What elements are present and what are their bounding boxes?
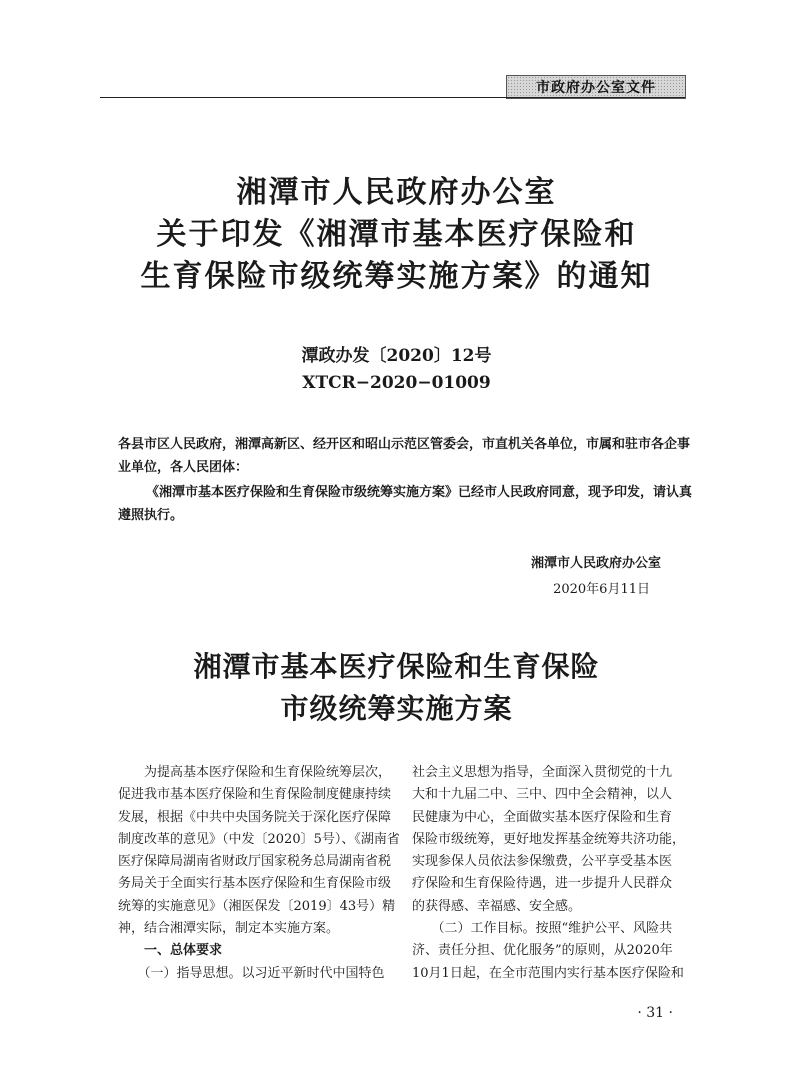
section-header-label: 市政府办公室文件 <box>506 75 686 99</box>
plan-title <box>0 646 793 730</box>
issue-date: 2020年6月11日 <box>553 582 650 597</box>
body-line: 为提高基本医疗保险和生育保险统筹层次， <box>118 765 392 780</box>
body-line: 10月1日起，在全市范围内实行基本医疗保险和 <box>412 965 684 981</box>
body-line: 大和十九届二中、三中、四中全会精神，以人 <box>412 787 673 803</box>
notice-content <box>118 481 693 527</box>
body-line: （二）工作目标。按照“维护公平、风险共 <box>412 921 673 937</box>
body-line: 医疗保障局湖南省财政厅国家税务总局湖南省税 <box>118 854 392 870</box>
left-column <box>118 762 400 985</box>
content-line: 《湘潭市基本医疗保险和生育保险市级统筹实施方案》已经市人民政府同意，现予印发，请认真 <box>146 485 693 500</box>
right-column <box>412 762 695 985</box>
registration-number: XTCR−2020−01009 <box>302 373 491 393</box>
body-line: 社会主义思想为指导，全面深入贯彻党的十九 <box>412 765 673 780</box>
plan-title-line: 市级统筹实施方案 <box>280 692 513 725</box>
body-line: 统筹的实施意见》（湘医保发〔2019〕43号）精 <box>118 898 396 914</box>
plan-title-line: 湘潭市基本医疗保险和生育保险 <box>193 650 600 683</box>
body-line: 济、责任分担、优化服务”的原则，从2020年 <box>412 943 673 959</box>
notice-title <box>0 172 793 298</box>
header-divider <box>100 97 685 98</box>
body-line: 保险市级统筹，更好地发挥基金统筹共济功能， <box>412 831 686 847</box>
doc-number: 潭政办发〔2020〕12号 <box>301 346 492 366</box>
body-line: 的获得感、幸福感、安全感。 <box>412 898 582 914</box>
document-numbers <box>0 343 793 397</box>
body-line: 务局关于全面实行基本医疗保险和生育保险市级 <box>118 876 392 892</box>
body-line: 实现参保人员依法参保缴费，公平享受基本医 <box>412 854 673 870</box>
page-number: · 31 · <box>637 1005 673 1021</box>
body-line: 神，结合湘潭实际，制定本实施方案。 <box>118 921 340 937</box>
body-line: 促进我市基本医疗保险和生育保险制度健康持续 <box>118 787 392 803</box>
notice-title-line: 生育保险市级统筹实施方案》的通知 <box>140 259 653 294</box>
body-line: 民健康为中心，全面做实基本医疗保险和生育 <box>412 809 673 825</box>
notice-title-line: 关于印发《湘潭市基本医疗保险和 <box>156 217 637 252</box>
addressee-line: 各县市区人民政府，湘潭高新区、经开区和昭山示范区管委会，市直机关各单位，市属和驻市各企事 <box>118 437 691 452</box>
content-line: 遵照执行。 <box>118 508 184 523</box>
body-line: 制度改革的意见》（中发〔2020〕5号）、《湖南省 <box>118 831 400 847</box>
section-heading: 一、总体要求 <box>118 943 223 959</box>
addressee-line: 业单位，各人民团体： <box>118 460 249 475</box>
body-line: 疗保险和生育保险待遇，进一步提升人民群众 <box>412 876 673 892</box>
notice-title-line: 湘潭市人民政府办公室 <box>236 175 557 210</box>
signature: 湘潭市人民政府办公室 <box>530 556 661 571</box>
body-line: 发展，根据《中共中央国务院关于深化医疗保障 <box>118 809 392 825</box>
body-line: （一）指导思想。以习近平新时代中国特色 <box>118 965 385 981</box>
addressee <box>118 433 690 479</box>
